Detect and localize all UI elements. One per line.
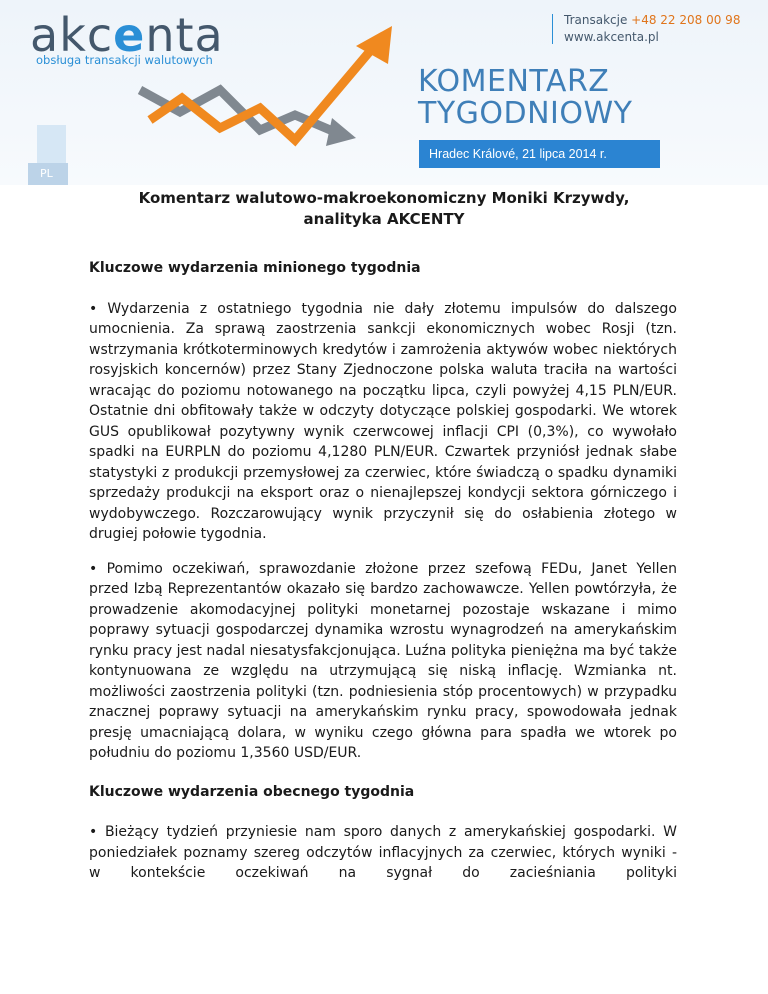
- logo-text-accent: e: [113, 8, 146, 62]
- paragraph: • Pomimo oczekiwań, sprawozdanie złożone przez szefową FEDu, Janet Yellen przed Izbą Reprezentantów okazało się bardzo zachowawcze. Yellen powtórzyła, że prowadzenie akomodacyjnej polityki monetarnej pozostaje wskazane i mimo poprawy sytuacji gospodarczej dynamika wzrostu wynagrodzeń na amerykańskim rynku pracy jest nadal niesatysfakcjonująca. Luźna polityka pieniężna ma być także kontynuowana ze względu na utrzymującą się niską inflację. Wzmianka nt. możliwości zaostrzenia polityki (tzn. podniesienia stóp procentowych) w przypadku znacznej poprawy sytuacji na amerykańskim rynku pracy, spowodowała jednak presję umacniającą dolara, w wyniku czego główna para spadła we wtorek po południu do poziomu 1,3560 USD/EUR.: [89, 560, 677, 761]
- contact-divider: [552, 14, 553, 44]
- paragraph: • Wydarzenia z ostatniego tygodnia nie dały złotemu impulsów do dalszego umocnienia. Za sprawą zaostrzenia sankcji ekonomicznych wobec Rosji (tzn. wstrzymania krótkoterminowych kredytów i zamrożenia aktywów wobec niektórych rosyjskich koncernów) przez Stany Zjednoczone polska waluta traciła na wartości wracając do poziomu notowanego na początku lipca, czyli powyżej 4,15 PLN/EUR. Ostatnie dni obfitowały także w odczyty dotyczące polskiej gospodarki. We wtorek GUS opublikował pozytywny wynik czerwcowej inflacji CPI (0,3%), co wywołało spadki na EURPLN do poziomu 4,1280 PLN/EUR. Czwartek przyniósł jednak słabe statystyki z produkcji przemysłowej za czerwiec, które świadczą o spadku dynamiki sprzedaży produkcji na eksport oraz o nienajlepszej kondycji sektora górniczego i wydobywczego. Rozczarowujący wynik przyczynił się do osłabienia złotego w drugiej połowie tygodnia.: [89, 300, 677, 542]
- newsletter-title-line2: TYGODNIOWY: [418, 96, 633, 131]
- trend-arrows-graphic: [130, 20, 410, 180]
- document-body: [89, 258, 677, 898]
- section-heading: Kluczowe wydarzenia minionego tygodnia: [89, 260, 421, 276]
- document-title-line2: analityka AKCENTY: [303, 210, 465, 228]
- contact-label: Transakcje: [564, 13, 632, 27]
- logo-text-suffix: nta: [145, 8, 224, 62]
- document-title-line1: Komentarz walutowo-makroekonomiczny Moniki Krzywdy,: [138, 189, 630, 207]
- contact-website-link[interactable]: www.akcenta.pl: [564, 30, 659, 44]
- language-label: PL: [28, 163, 68, 185]
- paragraph: • Bieżący tydzień przyniesie nam sporo danych z amerykańskiej gospodarki. W poniedziałek poznamy szereg odczytów inflacyjnych za czerwiec, których wyniki - w kontekście oczekiwań na sygnał do zacieśniania polityki: [89, 824, 677, 881]
- newsletter-title-line1: KOMENTARZ: [418, 64, 610, 99]
- logo-tagline: obsługa transakcji walutowych: [36, 53, 213, 67]
- logo-text-prefix: akc: [30, 8, 114, 62]
- document-header: [0, 0, 768, 185]
- date-place-bar: Hradec Králové, 21 lipca 2014 r.: [419, 140, 660, 168]
- contact-block: [564, 12, 740, 46]
- section-heading: Kluczowe wydarzenia obecnego tygodnia: [89, 783, 415, 800]
- document-title: [100, 188, 668, 230]
- newsletter-title: [418, 66, 633, 130]
- contact-phone[interactable]: +48 22 208 00 98: [631, 13, 741, 27]
- gray-arrowhead-icon: [326, 118, 356, 146]
